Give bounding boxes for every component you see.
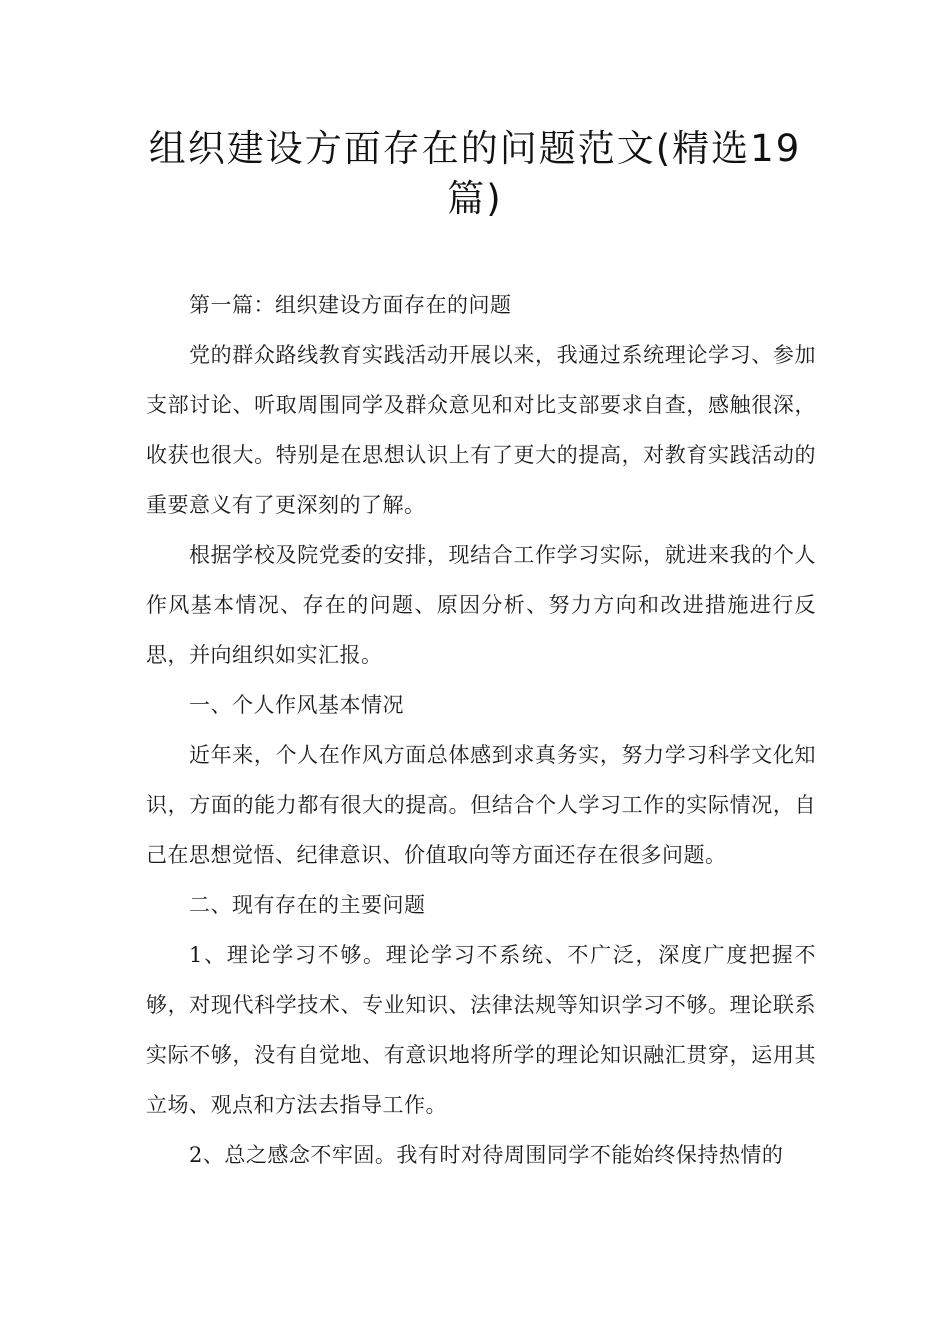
section-heading: 第一篇：组织建设方面存在的问题	[189, 293, 512, 317]
body-paragraph: 2、总之感念不牢固。我有时对待周围同学不能始终保持热情的	[189, 1143, 784, 1167]
body-paragraph: 根据学校及院党委的安排，现结合工作学习实际，就进来我的个人作风基本情况、存在的问题、原因分析、努力方向和改进措施进行反思，并向组织如实汇报。	[146, 543, 816, 667]
document-title: 组织建设方面存在的问题范文(精选19篇)	[148, 127, 802, 220]
body-paragraph: 近年来，个人在作风方面总体感到求真务实，努力学习科学文化知识，方面的能力都有很大的提高。但结合个人学习工作的实际情况，自己在思想觉悟、纪律意识、价值取向等方面还存在很多问题。	[146, 743, 816, 867]
document-body	[146, 280, 816, 1180]
section-heading: 二、现有存在的主要问题	[189, 893, 426, 917]
body-paragraph: 1、理论学习不够。理论学习不系统、不广泛，深度广度把握不够，对现代科学技术、专业知识、法律法规等知识学习不够。理论联系实际不够，没有自觉地、有意识地将所学的理论知识融汇贯穿，运用其立场、观点和方法去指导工作。	[146, 943, 816, 1117]
body-paragraph: 党的群众路线教育实践活动开展以来，我通过系统理论学习、参加支部讨论、听取周围同学及群众意见和对比支部要求自查，感触很深，收获也很大。特别是在思想认识上有了更大的提高，对教育实践活动的重要意义有了更深刻的了解。	[146, 343, 816, 517]
section-heading: 一、个人作风基本情况	[189, 693, 404, 717]
